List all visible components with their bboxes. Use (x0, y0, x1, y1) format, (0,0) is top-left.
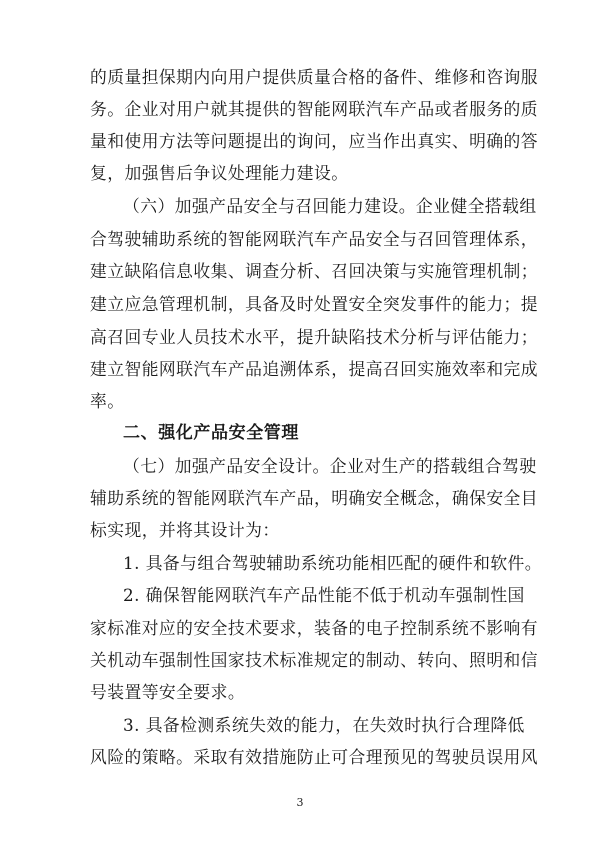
body-line: 建立应急管理机制，具备及时处置安全突发事件的能力；提 (90, 294, 539, 314)
list-item: 3. 具备检测系统失效的能力，在失效时执行合理降低 (123, 715, 525, 735)
body-line: 的质量担保期内向用户提供质量合格的备件、维修和咨询服 (90, 67, 539, 87)
page-number: 3 (296, 796, 304, 809)
body-line: 建立智能网联汽车产品追溯体系，提高召回实施效率和完成 (90, 359, 539, 379)
body-line: 务。企业对用户就其提供的智能网联汽车产品或者服务的质 (90, 99, 539, 119)
body-line: 家标准对应的安全技术要求，装备的电子控制系统不影响有 (90, 618, 539, 638)
list-item: 2. 确保智能网联汽车产品性能不低于机动车强制性国 (123, 585, 525, 605)
body-line: （六）加强产品安全与召回能力建设。企业健全搭载组 (123, 196, 537, 216)
body-line: 关机动车强制性国家技术标准规定的制动、转向、照明和信 (90, 650, 539, 670)
body-line: 合驾驶辅助系统的智能网联汽车产品安全与召回管理体系， (90, 229, 539, 249)
body-line: 高召回专业人员技术水平，提升缺陷技术分析与评估能力； (90, 327, 539, 347)
list-item: 1. 具备与组合驾驶辅助系统功能相匹配的硬件和软件。 (123, 553, 543, 573)
body-line: 率。 (90, 391, 125, 411)
body-line: 风险的策略。采取有效措施防止可合理预见的驾驶员误用风 (90, 747, 539, 767)
body-line: 复，加强售后争议处理能力建设。 (90, 163, 349, 183)
body-line: 量和使用方法等问题提出的询问，应当作出真实、明确的答 (90, 131, 539, 151)
body-line: 辅助系统的智能网联汽车产品，明确安全概念，确保安全目 (90, 488, 539, 508)
body-line: （七）加强产品安全设计。企业对生产的搭载组合驾驶 (123, 456, 537, 476)
body-line: 号装置等安全要求。 (90, 682, 246, 702)
body-line: 标实现，并将其设计为： (90, 520, 280, 540)
body-line: 建立缺陷信息收集、调查分析、召回决策与实施管理机制； (90, 261, 539, 281)
section-heading: 二、强化产品安全管理 (123, 423, 299, 443)
